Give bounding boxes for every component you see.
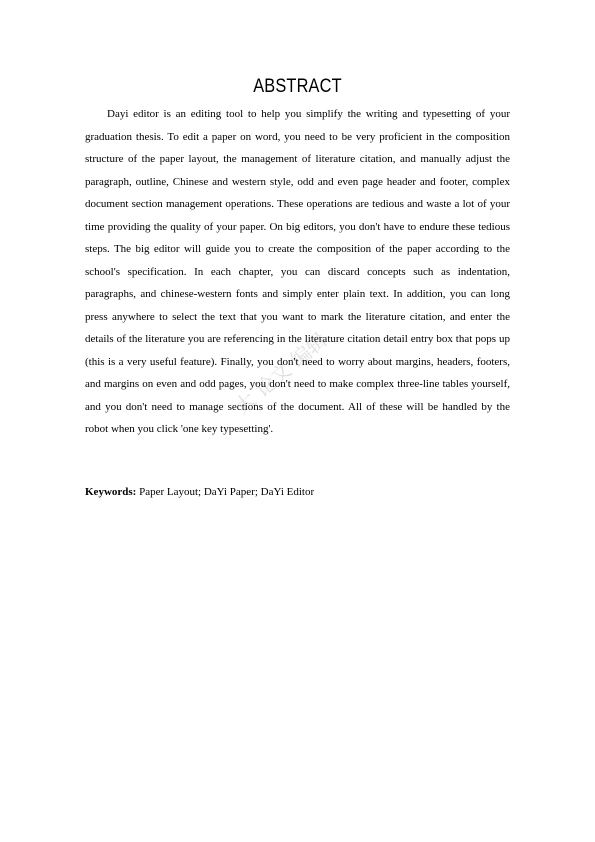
keywords-label: Keywords: xyxy=(85,486,137,498)
abstract-paragraph: Dayi editor is an editing tool to help you simplify the writing and typesetting of your graduation thesis. To edit a paper on word, you need to be very proficient in the composition structure of the paper layout, the management of literature citation, and manually adjust the paragraph, outline, Chinese and western style, odd and even page header and footer, complex document section management operations. These operations are tedious and waste a lot of your time providing the quality of your paper. On big editors, you don't have to endure these tedious steps. The big editor will guide you to create the composition of the paper according to the school's specification. In each chapter, you can discard concepts such as indentation, paragraphs, and chinese-western fonts and simply enter plain text. In addition, you can long press anywhere to select the text that you want to mark the literature citation, and enter the details of the literature you are referencing in the literature citation detail entry box that pops up (this is a very useful feature). Finally, you don't need to worry about margins, headers, footers, and margins on even and odd pages, you don't need to make complex three-line tables yourself, and you don't need to manage sections of the document. All of these will be handled by the robot when you click 'one key typesetting'. xyxy=(85,108,510,435)
watermark-text: 大 论文 编辑 xyxy=(229,327,332,419)
keywords-value: Paper Layout; DaYi Paper; DaYi Editor xyxy=(136,486,315,498)
abstract-title: ABSTRACT xyxy=(253,76,342,97)
keywords-line xyxy=(85,481,510,504)
